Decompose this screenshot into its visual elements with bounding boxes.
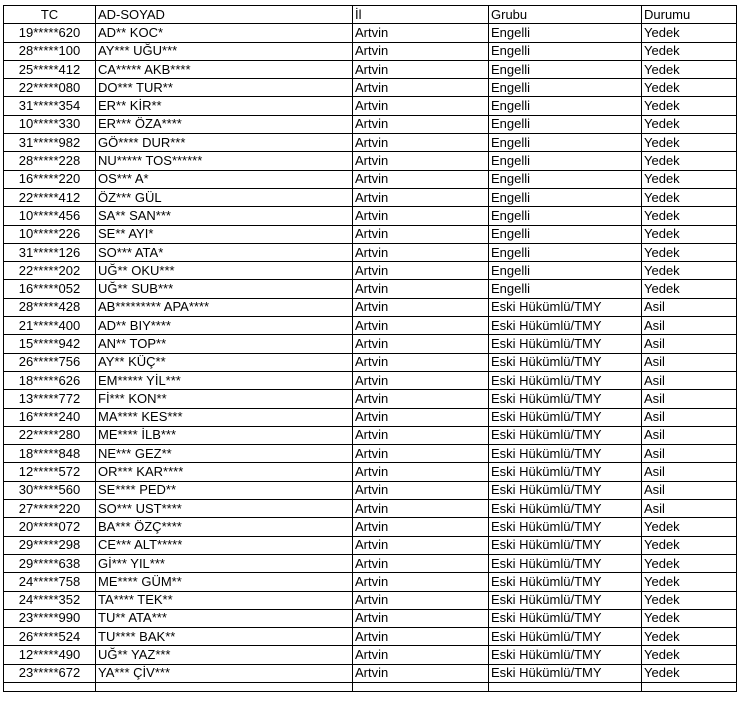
table-row: [4, 243, 737, 261]
cell-il: Artvin: [353, 79, 489, 97]
cell-status: Yedek: [642, 79, 737, 97]
cell-tc: 28*****100: [4, 42, 96, 60]
header-group: Grubu: [489, 6, 642, 24]
table-row: [4, 335, 737, 353]
header-row: [4, 6, 737, 24]
table-row: [4, 646, 737, 664]
cell-il: Artvin: [353, 573, 489, 591]
cell-name: SE**** PED**: [96, 481, 353, 499]
cell-name: Fİ*** KON**: [96, 390, 353, 408]
cell-tc: 16*****052: [4, 280, 96, 298]
cell-il: Artvin: [353, 609, 489, 627]
cell-group: Eski Hükümlü/TMY: [489, 408, 642, 426]
cell-name: UĞ** OKU***: [96, 262, 353, 280]
cell-group: Eski Hükümlü/TMY: [489, 353, 642, 371]
cell-tc: 12*****572: [4, 463, 96, 481]
cell-name: AD** BIY****: [96, 317, 353, 335]
cell-status: Yedek: [642, 225, 737, 243]
cell-il: Artvin: [353, 426, 489, 444]
table-row: [4, 60, 737, 78]
cell-group: Engelli: [489, 134, 642, 152]
cell-name: AY*** UĞU***: [96, 42, 353, 60]
cell-status: Asil: [642, 445, 737, 463]
cell-group: Eski Hükümlü/TMY: [489, 500, 642, 518]
cell-il: Artvin: [353, 262, 489, 280]
cell-tc: 10*****456: [4, 207, 96, 225]
cell-group: Eski Hükümlü/TMY: [489, 481, 642, 499]
cell-il: Artvin: [353, 243, 489, 261]
cell-group: Eski Hükümlü/TMY: [489, 536, 642, 554]
cell-name: ÖZ*** GÜL: [96, 188, 353, 206]
table-row: [4, 188, 737, 206]
cell-name: BA*** ÖZÇ****: [96, 518, 353, 536]
cell-status: Yedek: [642, 152, 737, 170]
cell-status: Asil: [642, 390, 737, 408]
cell-tc: 24*****758: [4, 573, 96, 591]
header-name: AD-SOYAD: [96, 6, 353, 24]
cell-name: Gİ*** YIL***: [96, 554, 353, 572]
cell-status: Yedek: [642, 280, 737, 298]
cell-status: Asil: [642, 317, 737, 335]
cell-il: Artvin: [353, 591, 489, 609]
cell-tc: 25*****412: [4, 60, 96, 78]
table-row: [4, 262, 737, 280]
cell-group: Engelli: [489, 152, 642, 170]
cell-status: Asil: [642, 371, 737, 389]
table-row: [4, 664, 737, 682]
cell-group: Eski Hükümlü/TMY: [489, 518, 642, 536]
cell-group: Engelli: [489, 79, 642, 97]
table-row: [4, 536, 737, 554]
cell-name: TA**** TEK**: [96, 591, 353, 609]
cell-il: Artvin: [353, 42, 489, 60]
cell-name: MA**** KES***: [96, 408, 353, 426]
table-row: [4, 152, 737, 170]
table-row: [4, 554, 737, 572]
cell-group: Eski Hükümlü/TMY: [489, 591, 642, 609]
cell-group: Engelli: [489, 170, 642, 188]
cell-il: Artvin: [353, 280, 489, 298]
cell-status: Yedek: [642, 60, 737, 78]
table-row: [4, 573, 737, 591]
cell-group: Eski Hükümlü/TMY: [489, 371, 642, 389]
cell-tc: 22*****412: [4, 188, 96, 206]
cell-tc: 19*****620: [4, 24, 96, 42]
cell-tc: 12*****490: [4, 646, 96, 664]
cell-tc: 22*****080: [4, 79, 96, 97]
cell-name: AB********* APA****: [96, 298, 353, 316]
table-row: [4, 628, 737, 646]
cell-tc: 31*****354: [4, 97, 96, 115]
cell-name: ER*** ÖZA****: [96, 115, 353, 133]
table-row: [4, 134, 737, 152]
cell-status: Yedek: [642, 609, 737, 627]
cell-group: Engelli: [489, 42, 642, 60]
cell-il: Artvin: [353, 481, 489, 499]
cell-status: Yedek: [642, 170, 737, 188]
cell-tc: 16*****220: [4, 170, 96, 188]
cell-il: Artvin: [353, 518, 489, 536]
cell-group: Engelli: [489, 115, 642, 133]
cell-status: Yedek: [642, 24, 737, 42]
cell-status: Yedek: [642, 554, 737, 572]
cell-tc: 27*****220: [4, 500, 96, 518]
cell-tc: 31*****126: [4, 243, 96, 261]
cell-name: AD** KOC*: [96, 24, 353, 42]
cell-tc: 28*****428: [4, 298, 96, 316]
table-row: [4, 353, 737, 371]
cell-name: EM***** YİL***: [96, 371, 353, 389]
cell-il: Artvin: [353, 371, 489, 389]
cell-status: Yedek: [642, 243, 737, 261]
cell-name: NU***** TOS******: [96, 152, 353, 170]
cell-name: SO*** ATA*: [96, 243, 353, 261]
cell-group: Engelli: [489, 225, 642, 243]
table-row: [4, 500, 737, 518]
cell-name: AN** TOP**: [96, 335, 353, 353]
cell-il: Artvin: [353, 170, 489, 188]
cell-il: Artvin: [353, 390, 489, 408]
cell-tc: 10*****226: [4, 225, 96, 243]
cell-status: Asil: [642, 500, 737, 518]
cell-status: Asil: [642, 335, 737, 353]
cell-status: Asil: [642, 481, 737, 499]
cell-name: YA*** ÇİV***: [96, 664, 353, 682]
cell-name: CA***** AKB****: [96, 60, 353, 78]
cell-status: Yedek: [642, 518, 737, 536]
table-row: [4, 609, 737, 627]
table-row: [4, 97, 737, 115]
cell-il: Artvin: [353, 60, 489, 78]
cell-group: Engelli: [489, 262, 642, 280]
cell-name: AY** KÜÇ**: [96, 353, 353, 371]
cell-name: DO*** TUR**: [96, 79, 353, 97]
cell-status: Yedek: [642, 42, 737, 60]
cell-group: Eski Hükümlü/TMY: [489, 317, 642, 335]
cell-group: Eski Hükümlü/TMY: [489, 298, 642, 316]
cell-il: Artvin: [353, 628, 489, 646]
cell-il: Artvin: [353, 298, 489, 316]
cell-il: Artvin: [353, 408, 489, 426]
cell-name: OR*** KAR****: [96, 463, 353, 481]
cell-il: Artvin: [353, 188, 489, 206]
cell-group: Eski Hükümlü/TMY: [489, 554, 642, 572]
cell-name: ME**** İLB***: [96, 426, 353, 444]
table-row: [4, 42, 737, 60]
table-row: [4, 591, 737, 609]
cell-tc: 28*****228: [4, 152, 96, 170]
header-status: Durumu: [642, 6, 737, 24]
cell-group: Eski Hükümlü/TMY: [489, 573, 642, 591]
cell-status: Yedek: [642, 97, 737, 115]
cell-tc: 21*****400: [4, 317, 96, 335]
cell-il: Artvin: [353, 445, 489, 463]
cell-group: Eski Hükümlü/TMY: [489, 463, 642, 481]
cell-name: GÖ**** DUR***: [96, 134, 353, 152]
cell-status: Yedek: [642, 664, 737, 682]
cell-group: Eski Hükümlü/TMY: [489, 335, 642, 353]
cell-il: Artvin: [353, 353, 489, 371]
table-row: [4, 463, 737, 481]
cell-name: TU** ATA***: [96, 609, 353, 627]
results-table: [3, 5, 737, 692]
cell-group: Engelli: [489, 207, 642, 225]
cell-status: Yedek: [642, 115, 737, 133]
cell-il: Artvin: [353, 134, 489, 152]
cell-tc: 13*****772: [4, 390, 96, 408]
cell-tc: 20*****072: [4, 518, 96, 536]
partial-row: [4, 682, 737, 691]
cell-status: Yedek: [642, 591, 737, 609]
cell-group: Engelli: [489, 280, 642, 298]
cell-group: Engelli: [489, 24, 642, 42]
cell-il: Artvin: [353, 536, 489, 554]
cell-name: SE** AYI*: [96, 225, 353, 243]
table-row: [4, 280, 737, 298]
cell-il: Artvin: [353, 97, 489, 115]
cell-tc: 18*****848: [4, 445, 96, 463]
cell-il: Artvin: [353, 115, 489, 133]
cell-tc: 26*****756: [4, 353, 96, 371]
cell-tc: 16*****240: [4, 408, 96, 426]
table-row: [4, 298, 737, 316]
header-tc: TC: [4, 6, 96, 24]
cell-name: TU**** BAK**: [96, 628, 353, 646]
table-row: [4, 445, 737, 463]
table-row: [4, 24, 737, 42]
table-row: [4, 371, 737, 389]
cell-tc: 30*****560: [4, 481, 96, 499]
cell-group: Engelli: [489, 60, 642, 78]
cell-tc: 29*****638: [4, 554, 96, 572]
cell-tc: 26*****524: [4, 628, 96, 646]
cell-il: Artvin: [353, 207, 489, 225]
cell-name: UĞ** SUB***: [96, 280, 353, 298]
cell-status: Asil: [642, 408, 737, 426]
cell-il: Artvin: [353, 664, 489, 682]
cell-il: Artvin: [353, 335, 489, 353]
cell-group: Engelli: [489, 243, 642, 261]
cell-status: Yedek: [642, 207, 737, 225]
table-row: [4, 79, 737, 97]
cell-status: Yedek: [642, 628, 737, 646]
cell-tc: 24*****352: [4, 591, 96, 609]
header-il: İl: [353, 6, 489, 24]
cell-status: Yedek: [642, 536, 737, 554]
cell-tc: 22*****280: [4, 426, 96, 444]
table-row: [4, 115, 737, 133]
cell-group: Engelli: [489, 188, 642, 206]
cell-group: Engelli: [489, 97, 642, 115]
cell-group: Eski Hükümlü/TMY: [489, 664, 642, 682]
spreadsheet: [3, 5, 737, 692]
table-row: [4, 207, 737, 225]
table-row: [4, 426, 737, 444]
cell-group: Eski Hükümlü/TMY: [489, 609, 642, 627]
cell-tc: 18*****626: [4, 371, 96, 389]
cell-name: UĞ** YAZ***: [96, 646, 353, 664]
cell-name: NE*** GEZ**: [96, 445, 353, 463]
cell-status: Asil: [642, 426, 737, 444]
cell-tc: 22*****202: [4, 262, 96, 280]
cell-name: ME**** GÜM**: [96, 573, 353, 591]
cell-name: OS*** A*: [96, 170, 353, 188]
cell-group: Eski Hükümlü/TMY: [489, 390, 642, 408]
cell-group: Eski Hükümlü/TMY: [489, 628, 642, 646]
table-row: [4, 481, 737, 499]
cell-tc: 29*****298: [4, 536, 96, 554]
cell-il: Artvin: [353, 463, 489, 481]
cell-name: SA** SAN***: [96, 207, 353, 225]
cell-status: Asil: [642, 463, 737, 481]
cell-group: Eski Hükümlü/TMY: [489, 426, 642, 444]
table-row: [4, 170, 737, 188]
cell-status: Asil: [642, 298, 737, 316]
cell-group: Eski Hükümlü/TMY: [489, 445, 642, 463]
cell-il: Artvin: [353, 317, 489, 335]
cell-il: Artvin: [353, 646, 489, 664]
cell-name: SO*** UST****: [96, 500, 353, 518]
cell-il: Artvin: [353, 554, 489, 572]
cell-status: Yedek: [642, 646, 737, 664]
cell-il: Artvin: [353, 24, 489, 42]
cell-name: CE*** ALT*****: [96, 536, 353, 554]
table-row: [4, 518, 737, 536]
cell-il: Artvin: [353, 500, 489, 518]
cell-status: Asil: [642, 353, 737, 371]
cell-tc: 10*****330: [4, 115, 96, 133]
cell-status: Yedek: [642, 573, 737, 591]
cell-status: Yedek: [642, 262, 737, 280]
cell-tc: 31*****982: [4, 134, 96, 152]
cell-tc: 23*****990: [4, 609, 96, 627]
table-row: [4, 408, 737, 426]
cell-group: Eski Hükümlü/TMY: [489, 646, 642, 664]
cell-tc: 23*****672: [4, 664, 96, 682]
table-row: [4, 390, 737, 408]
cell-il: Artvin: [353, 225, 489, 243]
cell-name: ER** KİR**: [96, 97, 353, 115]
cell-status: Yedek: [642, 134, 737, 152]
cell-tc: 15*****942: [4, 335, 96, 353]
cell-il: Artvin: [353, 152, 489, 170]
table-row: [4, 317, 737, 335]
cell-status: Yedek: [642, 188, 737, 206]
table-row: [4, 225, 737, 243]
